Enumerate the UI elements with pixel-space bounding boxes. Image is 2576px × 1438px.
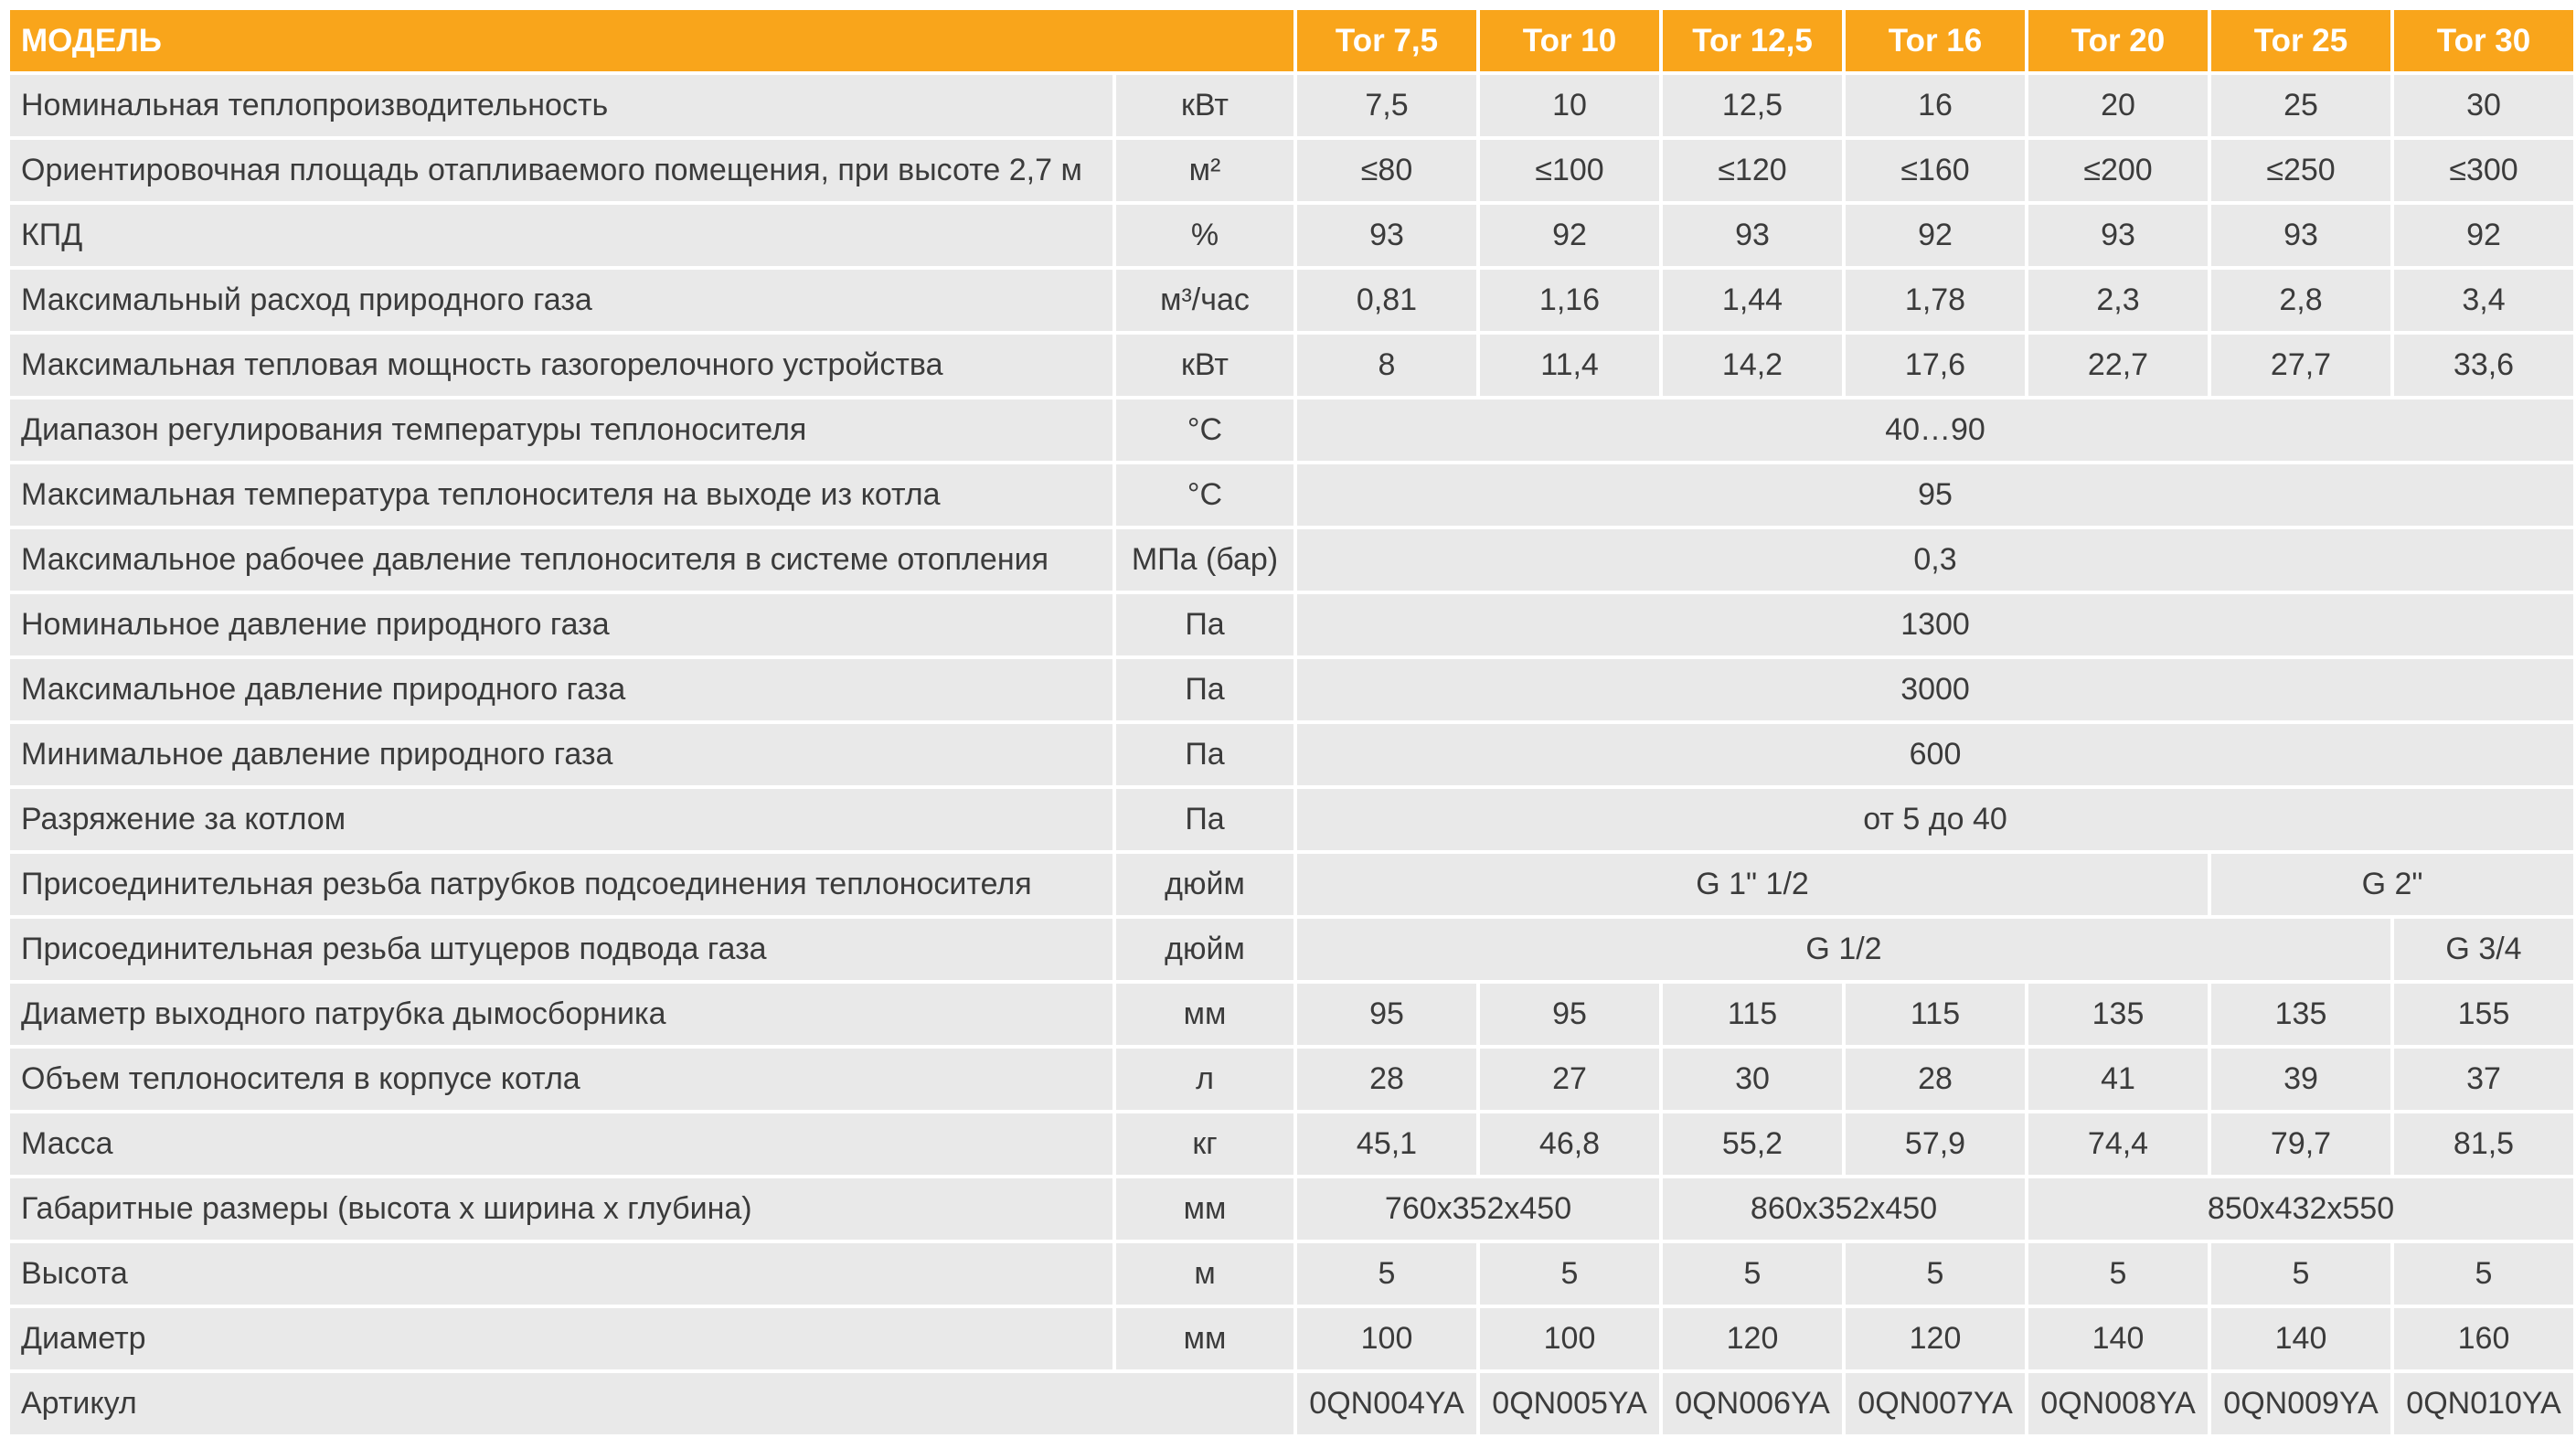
value-cell: 27,7 [2211, 335, 2390, 396]
value-cell: 1,44 [1663, 270, 1842, 331]
value-cell: 8 [1297, 335, 1476, 396]
table-row [10, 75, 2573, 136]
table-row [10, 789, 2573, 850]
unit-cell: Па [1116, 789, 1293, 850]
model-header-cell: Tor 16 [1846, 10, 2025, 71]
value-cell: 17,6 [1846, 335, 2025, 396]
header-row [10, 10, 2573, 71]
table-row [10, 464, 2573, 526]
parameter-cell: Присоединительная резьба штуцеров подвода газа [10, 919, 1112, 980]
table-row [10, 659, 2573, 720]
value-cell: 45,1 [1297, 1113, 1476, 1175]
value-cell: 5 [1480, 1243, 1659, 1305]
value-cell: 0QN007YA [1846, 1373, 2025, 1434]
value-cell: 28 [1297, 1049, 1476, 1110]
value-cell: G 3/4 [2394, 919, 2573, 980]
value-cell: 760х352х450 [1297, 1178, 1659, 1240]
parameter-cell: Максимальная тепловая мощность газогорелочного устройства [10, 335, 1112, 396]
value-cell: 41 [2028, 1049, 2208, 1110]
model-header-cell: Tor 10 [1480, 10, 1659, 71]
value-cell: 120 [1663, 1308, 1842, 1369]
parameter-cell: Диаметр [10, 1308, 1112, 1369]
parameter-cell: Минимальное давление природного газа [10, 724, 1112, 785]
value-cell: 5 [1846, 1243, 2025, 1305]
unit-cell: МПа (бар) [1116, 529, 1293, 591]
value-cell: 28 [1846, 1049, 2025, 1110]
model-header-cell: Tor 12,5 [1663, 10, 1842, 71]
unit-cell: °С [1116, 464, 1293, 526]
value-cell: 1300 [1297, 594, 2573, 655]
value-cell: 22,7 [2028, 335, 2208, 396]
table-row [10, 1373, 2573, 1434]
table-row [10, 854, 2573, 915]
value-cell: 115 [1846, 984, 2025, 1045]
value-cell: 2,3 [2028, 270, 2208, 331]
unit-cell: мм [1116, 984, 1293, 1045]
value-cell: 14,2 [1663, 335, 1842, 396]
table-row [10, 270, 2573, 331]
value-cell: 0QN005YA [1480, 1373, 1659, 1434]
parameter-cell: Масса [10, 1113, 1112, 1175]
parameter-cell: Диаметр выходного патрубка дымосборника [10, 984, 1112, 1045]
table-row [10, 529, 2573, 591]
value-cell: 0,81 [1297, 270, 1476, 331]
value-cell: G 1" 1/2 [1297, 854, 2208, 915]
value-cell: 5 [1663, 1243, 1842, 1305]
value-cell: 16 [1846, 75, 2025, 136]
table-row [10, 1113, 2573, 1175]
table-row [10, 335, 2573, 396]
unit-cell: Па [1116, 659, 1293, 720]
value-cell: 10 [1480, 75, 1659, 136]
unit-cell: Па [1116, 594, 1293, 655]
value-cell: 93 [1663, 205, 1842, 266]
value-cell: 120 [1846, 1308, 2025, 1369]
value-cell: 1,78 [1846, 270, 2025, 331]
value-cell: ≤200 [2028, 140, 2208, 201]
value-cell: 95 [1297, 464, 2573, 526]
parameter-cell: Ориентировочная площадь отапливаемого помещения, при высоте 2,7 м [10, 140, 1112, 201]
parameter-cell: Объем теплоносителя в корпусе котла [10, 1049, 1112, 1110]
parameter-cell: Номинальное давление природного газа [10, 594, 1112, 655]
value-cell: 5 [2394, 1243, 2573, 1305]
unit-cell: м³/час [1116, 270, 1293, 331]
unit-cell: м² [1116, 140, 1293, 201]
parameter-cell: Габаритные размеры (высота х ширина х глубина) [10, 1178, 1112, 1240]
value-cell: 93 [2028, 205, 2208, 266]
table-row [10, 1049, 2573, 1110]
value-cell: 135 [2211, 984, 2390, 1045]
value-cell: 81,5 [2394, 1113, 2573, 1175]
value-cell: 155 [2394, 984, 2573, 1045]
value-cell: G 2" [2211, 854, 2573, 915]
model-header: МОДЕЛЬ [10, 10, 1293, 71]
unit-cell: кВт [1116, 75, 1293, 136]
table-row [10, 724, 2573, 785]
unit-cell: мм [1116, 1178, 1293, 1240]
value-cell: 3,4 [2394, 270, 2573, 331]
table-header [10, 10, 2573, 71]
parameter-cell: Диапазон регулирования температуры теплоносителя [10, 399, 1112, 461]
value-cell: 12,5 [1663, 75, 1842, 136]
value-cell: 5 [1297, 1243, 1476, 1305]
value-cell: 1,16 [1480, 270, 1659, 331]
value-cell: 140 [2028, 1308, 2208, 1369]
value-cell: 7,5 [1297, 75, 1476, 136]
value-cell: 25 [2211, 75, 2390, 136]
value-cell: ≤300 [2394, 140, 2573, 201]
unit-cell: мм [1116, 1308, 1293, 1369]
table-row [10, 984, 2573, 1045]
value-cell: 0QN004YA [1297, 1373, 1476, 1434]
value-cell: 95 [1297, 984, 1476, 1045]
parameter-cell: Разряжение за котлом [10, 789, 1112, 850]
value-cell: 74,4 [2028, 1113, 2208, 1175]
value-cell: от 5 до 40 [1297, 789, 2573, 850]
value-cell: 30 [2394, 75, 2573, 136]
table-row [10, 1308, 2573, 1369]
unit-cell: кВт [1116, 335, 1293, 396]
model-header-cell: Tor 25 [2211, 10, 2390, 71]
value-cell: 115 [1663, 984, 1842, 1045]
parameter-cell: Максимальное давление природного газа [10, 659, 1112, 720]
parameter-cell: КПД [10, 205, 1112, 266]
parameter-cell: Максимальное рабочее давление теплоносителя в системе отопления [10, 529, 1112, 591]
value-cell: 2,8 [2211, 270, 2390, 331]
value-cell: 92 [1846, 205, 2025, 266]
value-cell: 20 [2028, 75, 2208, 136]
unit-cell: дюйм [1116, 854, 1293, 915]
value-cell: ≤160 [1846, 140, 2025, 201]
spec-table [6, 6, 2576, 1438]
value-cell: 160 [2394, 1308, 2573, 1369]
value-cell: 850х432х550 [2028, 1178, 2573, 1240]
table-row [10, 594, 2573, 655]
parameter-cell: Максимальный расход природного газа [10, 270, 1112, 331]
table-row [10, 1178, 2573, 1240]
value-cell: 5 [2211, 1243, 2390, 1305]
model-header-cell: Tor 7,5 [1297, 10, 1476, 71]
value-cell: 11,4 [1480, 335, 1659, 396]
value-cell: 0QN009YA [2211, 1373, 2390, 1434]
unit-cell: % [1116, 205, 1293, 266]
table-row [10, 399, 2573, 461]
value-cell: ≤100 [1480, 140, 1659, 201]
value-cell: ≤80 [1297, 140, 1476, 201]
value-cell: ≤250 [2211, 140, 2390, 201]
value-cell: 92 [2394, 205, 2573, 266]
model-header-cell: Tor 20 [2028, 10, 2208, 71]
value-cell: 5 [2028, 1243, 2208, 1305]
value-cell: 0QN008YA [2028, 1373, 2208, 1434]
value-cell: 135 [2028, 984, 2208, 1045]
parameter-cell: Присоединительная резьба патрубков подсоединения теплоносителя [10, 854, 1112, 915]
unit-cell: м [1116, 1243, 1293, 1305]
value-cell: 600 [1297, 724, 2573, 785]
value-cell: 95 [1480, 984, 1659, 1045]
value-cell: 0,3 [1297, 529, 2573, 591]
value-cell: 0QN006YA [1663, 1373, 1842, 1434]
value-cell: 55,2 [1663, 1113, 1842, 1175]
value-cell: 0QN010YA [2394, 1373, 2573, 1434]
value-cell: 27 [1480, 1049, 1659, 1110]
unit-cell: кг [1116, 1113, 1293, 1175]
unit-cell: Па [1116, 724, 1293, 785]
table-row [10, 140, 2573, 201]
value-cell: 33,6 [2394, 335, 2573, 396]
unit-cell: дюйм [1116, 919, 1293, 980]
parameter-cell: Максимальная температура теплоносителя на выходе из котла [10, 464, 1112, 526]
value-cell: 92 [1480, 205, 1659, 266]
parameter-cell: Артикул [10, 1373, 1293, 1434]
value-cell: 79,7 [2211, 1113, 2390, 1175]
value-cell: 30 [1663, 1049, 1842, 1110]
table-body [10, 75, 2573, 1434]
value-cell: 57,9 [1846, 1113, 2025, 1175]
value-cell: 37 [2394, 1049, 2573, 1110]
unit-cell: °С [1116, 399, 1293, 461]
value-cell: 140 [2211, 1308, 2390, 1369]
value-cell: 46,8 [1480, 1113, 1659, 1175]
table-row [10, 919, 2573, 980]
model-header-cell: Tor 30 [2394, 10, 2573, 71]
value-cell: 860х352х450 [1663, 1178, 2025, 1240]
value-cell: ≤120 [1663, 140, 1842, 201]
parameter-cell: Высота [10, 1243, 1112, 1305]
table-row [10, 205, 2573, 266]
value-cell: 40…90 [1297, 399, 2573, 461]
value-cell: G 1/2 [1297, 919, 2390, 980]
parameter-cell: Номинальная теплопроизводительность [10, 75, 1112, 136]
value-cell: 39 [2211, 1049, 2390, 1110]
unit-cell: л [1116, 1049, 1293, 1110]
value-cell: 93 [1297, 205, 1476, 266]
value-cell: 100 [1480, 1308, 1659, 1369]
value-cell: 100 [1297, 1308, 1476, 1369]
table-row [10, 1243, 2573, 1305]
value-cell: 93 [2211, 205, 2390, 266]
value-cell: 3000 [1297, 659, 2573, 720]
